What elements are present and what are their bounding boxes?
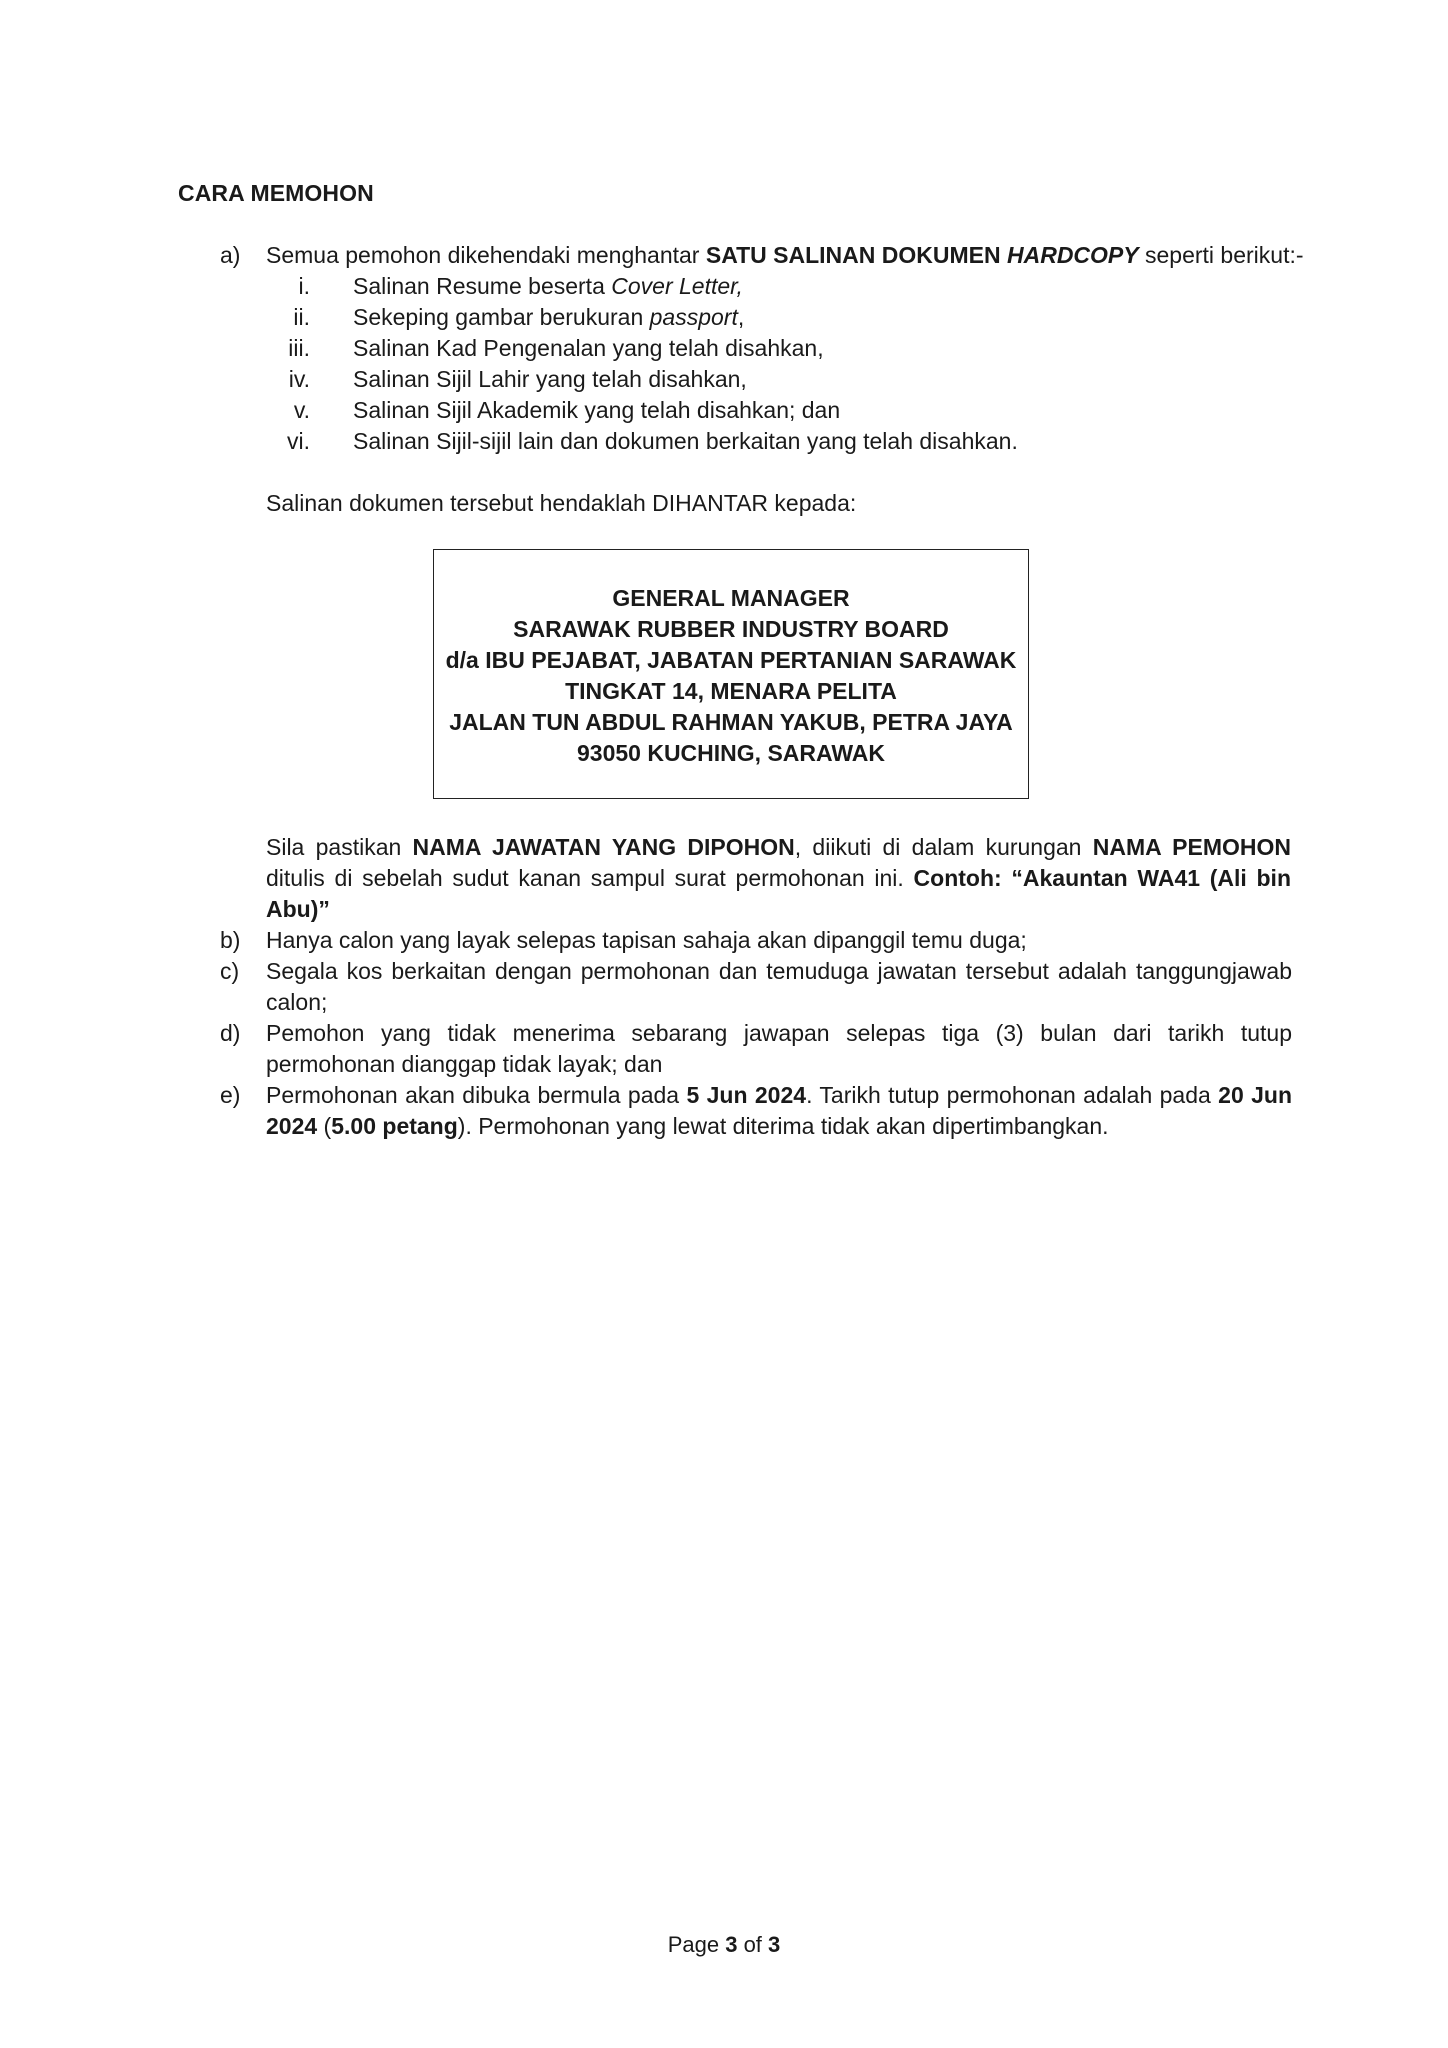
address-line: SARAWAK RUBBER INDUSTRY BOARD bbox=[513, 616, 949, 642]
sublist-text: Salinan Sijil Lahir yang telah disahkan, bbox=[353, 366, 747, 392]
current-page-number: 3 bbox=[725, 1932, 738, 1957]
sublist-text: Sekeping gambar berukuran passport, bbox=[353, 304, 745, 330]
sublist-number: v. bbox=[293, 397, 310, 423]
intro-bold: SATU SALINAN DOKUMEN bbox=[705, 242, 1007, 268]
sublist-number: i. bbox=[298, 273, 310, 299]
address-line: JALAN TUN ABDUL RAHMAN YAKUB, PETRA JAYA bbox=[449, 709, 1013, 735]
address-line: TINGKAT 14, MENARA PELITA bbox=[565, 678, 897, 704]
list-item bbox=[220, 925, 1292, 956]
sublist-number: iv. bbox=[288, 366, 310, 392]
intro-bold-italic: HARDCOPY bbox=[1006, 242, 1139, 268]
total-page-number: 3 bbox=[768, 1932, 781, 1957]
list-item bbox=[220, 956, 1292, 1018]
sublist-item bbox=[220, 395, 1220, 426]
address-line: 93050 KUCHING, SARAWAK bbox=[576, 740, 886, 766]
document-list bbox=[220, 925, 1292, 1142]
page-footer: Page 3 of 3 bbox=[667, 1932, 781, 1957]
intro-text: Semua pemohon dikehendaki menghantar bbox=[266, 242, 706, 268]
address-box bbox=[433, 549, 1029, 799]
list-label: b) bbox=[220, 927, 241, 953]
item-a-intro bbox=[266, 240, 1326, 271]
list-label: e) bbox=[220, 1082, 241, 1108]
sublist-text: Salinan Sijil-sijil lain dan dokumen berkaitan yang telah disahkan. bbox=[353, 428, 1018, 454]
list-text: Segala kos berkaitan dengan permohonan dan temuduga jawatan tersebut adalah tanggungjawab calon; bbox=[266, 958, 1292, 1015]
list-label: c) bbox=[220, 958, 240, 984]
sublist-item bbox=[220, 426, 1220, 457]
sublist-item bbox=[220, 271, 1220, 302]
section-heading: CARA MEMOHON bbox=[178, 180, 374, 206]
list-item bbox=[220, 1018, 1292, 1080]
intro-text-end: seperti berikut:- bbox=[1138, 242, 1304, 268]
list-label: d) bbox=[220, 1020, 241, 1046]
sublist-item bbox=[220, 364, 1220, 395]
sublist-text: Salinan Kad Pengenalan yang telah disahkan, bbox=[353, 335, 824, 361]
address-line: GENERAL MANAGER bbox=[612, 585, 850, 611]
address-line: d/a IBU PEJABAT, JABATAN PERTANIAN SARAWAK bbox=[445, 647, 1017, 673]
sublist-text: Salinan Resume beserta Cover Letter, bbox=[353, 273, 743, 299]
document-sublist bbox=[220, 271, 1220, 457]
item-label-a: a) bbox=[220, 242, 241, 268]
sublist-text: Salinan Sijil Akademik yang telah disahkan; dan bbox=[353, 397, 841, 423]
send-to-paragraph: Salinan dokumen tersebut hendaklah DIHANTAR kepada: bbox=[266, 490, 857, 516]
sublist-number: ii. bbox=[293, 304, 310, 330]
sublist-item bbox=[220, 302, 1220, 333]
list-text: Pemohon yang tidak menerima sebarang jawapan selepas tiga (3) bulan dari tarikh tutup permohonan dianggap tidak layak; dan bbox=[266, 1020, 1292, 1077]
list-text: Hanya calon yang layak selepas tapisan sahaja akan dipanggil temu duga; bbox=[266, 927, 1027, 953]
note-paragraph: Sila pastikan NAMA JAWATAN YANG DIPOHON, diikuti di dalam kurungan NAMA PEMOHON ditulis di sebelah sudut kanan sampul surat permohonan ini. Contoh: “Akauntan WA41 (Ali bin Abu)” bbox=[266, 834, 1292, 922]
sublist-number: iii. bbox=[288, 335, 310, 361]
sublist-item bbox=[220, 333, 1220, 364]
sublist-number: vi. bbox=[287, 428, 310, 454]
list-item bbox=[220, 1080, 1292, 1142]
list-text: Permohonan akan dibuka bermula pada 5 Jun 2024. Tarikh tutup permohonan adalah pada 20 Jun 2024 (5.00 petang). Permohonan yang lewat diterima tidak akan dipertimbangkan. bbox=[266, 1082, 1292, 1139]
